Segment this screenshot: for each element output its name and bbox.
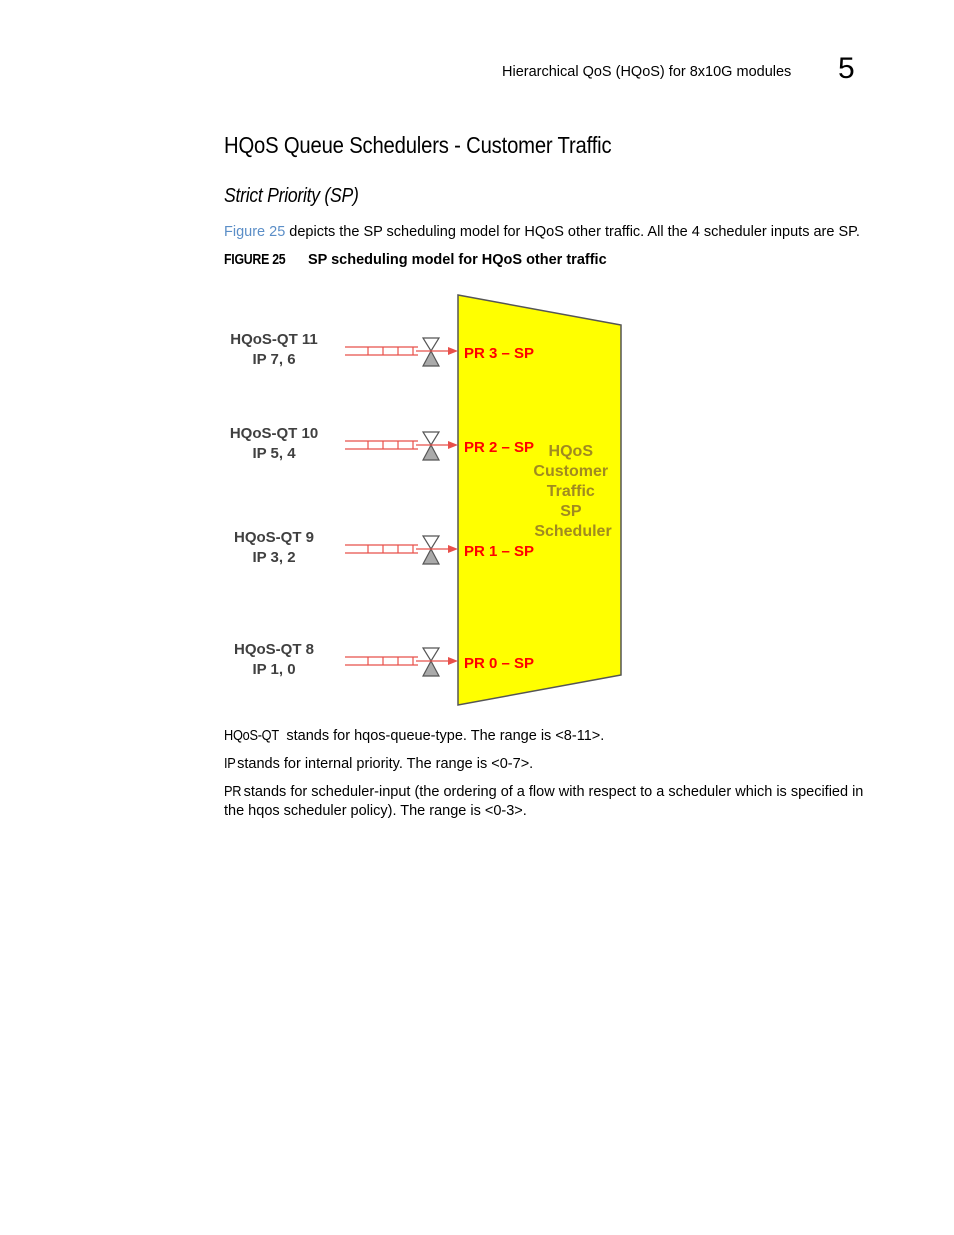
section-title: HQoS Queue Schedulers - Customer Traffic (224, 132, 612, 158)
queue-type-label: HQoS-QT 10 (229, 425, 319, 442)
definition-term: PR (224, 784, 242, 800)
valve-icon-bottom (423, 445, 439, 460)
scheduler-label-line: Traffic (546, 483, 595, 500)
definition-hqos-qt (224, 727, 604, 746)
definition-text: stands for hqos-queue-type. The range is <8-11>. (282, 728, 605, 744)
valve-icon-top (423, 338, 439, 351)
internal-priority-label: IP 1, 0 (252, 661, 296, 678)
valve-icon-bottom (423, 351, 439, 366)
valve-icon-top (423, 648, 439, 661)
scheduler-input-label: PR 3 – SP (464, 345, 535, 362)
sp-scheduling-diagram (220, 290, 630, 710)
definition-ip (224, 755, 533, 774)
valve-icon-bottom (423, 549, 439, 564)
chapter-number: 5 (838, 52, 855, 85)
valve-icon-top (423, 432, 439, 445)
arrow-head-icon (448, 545, 458, 553)
definition-pr (224, 783, 874, 821)
intro-paragraph (224, 223, 884, 242)
definition-term: IP (224, 756, 236, 772)
definition-term: HQoS-QT (224, 728, 279, 744)
figure-label: FIGURE 25 (224, 252, 286, 268)
internal-priority-label: IP 7, 6 (252, 351, 296, 368)
definition-text: stands for scheduler-input (the ordering of a flow with respect to a scheduler which is specified in the hqos scheduler policy). The range is <0-3>. (224, 784, 864, 819)
scheduler-label-line: Customer (533, 463, 609, 480)
scheduler-input-label: PR 1 – SP (464, 543, 535, 560)
internal-priority-label: IP 3, 2 (252, 549, 296, 566)
figure-caption (224, 252, 607, 268)
figure-link[interactable]: Figure 25 (224, 224, 286, 240)
scheduler-input-label: PR 2 – SP (464, 439, 535, 456)
scheduler-input-label: PR 0 – SP (464, 655, 535, 672)
intro-text: depicts the SP scheduling model for HQoS other traffic. All the 4 scheduler inputs are SP. (285, 224, 860, 240)
subsection-title: Strict Priority (SP) (224, 185, 359, 207)
figure-title: SP scheduling model for HQoS other traffic (308, 252, 607, 268)
queue-type-label: HQoS-QT 11 (230, 331, 318, 348)
valve-icon-top (423, 536, 439, 549)
arrow-head-icon (448, 657, 458, 665)
scheduler-label-line: HQoS (548, 443, 593, 460)
arrow-head-icon (448, 347, 458, 355)
scheduler-label-line: SP (560, 503, 582, 520)
running-header: Hierarchical QoS (HQoS) for 8x10G modules (502, 64, 792, 80)
definition-text: stands for internal priority. The range is <0-7>. (233, 756, 534, 772)
queue-type-label: HQoS-QT 9 (233, 529, 315, 546)
scheduler-label-line: Scheduler (534, 523, 612, 540)
queue-type-label: HQoS-QT 8 (233, 641, 315, 658)
internal-priority-label: IP 5, 4 (252, 445, 296, 462)
arrow-head-icon (448, 441, 458, 449)
valve-icon-bottom (423, 661, 439, 676)
